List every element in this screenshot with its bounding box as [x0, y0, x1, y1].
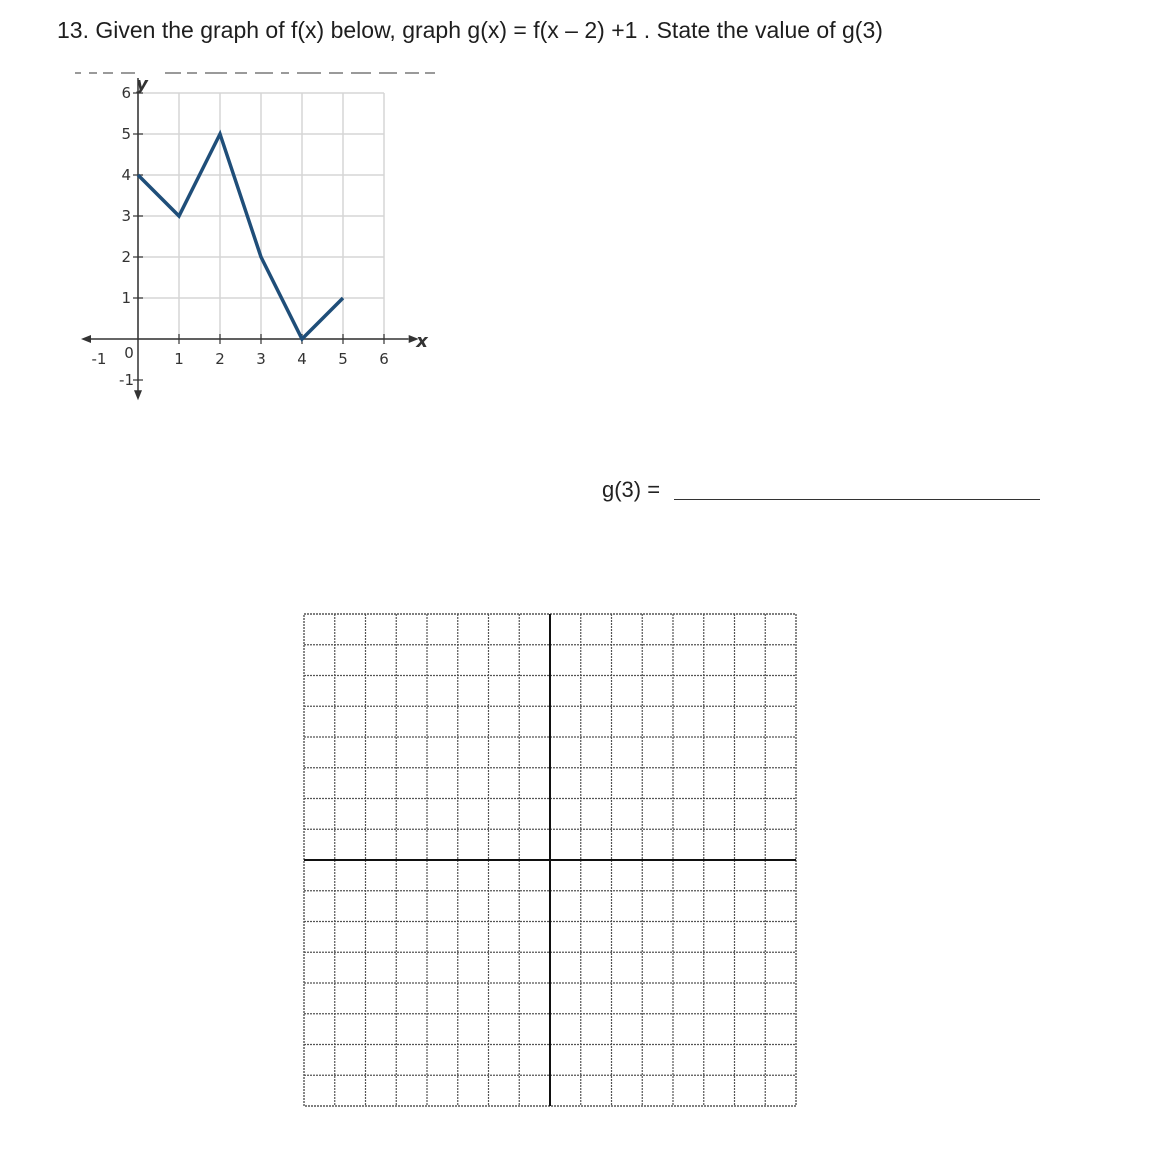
question-text: 13. Given the graph of f(x) below, graph g(x) = f(x – 2) +1 . State the value of g(3): [57, 17, 883, 43]
y-tick-label: 1: [121, 289, 131, 307]
answer-row: [602, 477, 1042, 507]
x-tick-label: 4: [297, 350, 307, 368]
y-tick-label: -1: [119, 371, 134, 389]
x-arrow-left-icon: [81, 335, 91, 343]
f-of-x-graph: [78, 78, 438, 408]
grid-lines: [138, 93, 384, 339]
answer-blank-line[interactable]: [674, 499, 1040, 500]
tick-labels: [92, 84, 389, 389]
y-tick-label: 6: [121, 84, 131, 102]
answer-label: g(3) =: [602, 477, 661, 502]
y-axis-label: y: [136, 78, 148, 95]
f-of-x-line: [138, 134, 343, 339]
x-tick-label: 0: [124, 344, 134, 362]
x-tick-label: 3: [256, 350, 266, 368]
y-arrow-down-icon: [134, 390, 142, 400]
x-tick-label: 2: [215, 350, 225, 368]
blank-graph-grid[interactable]: [302, 612, 798, 1108]
y-tick-label: 3: [121, 207, 131, 225]
y-tick-label: 2: [121, 248, 131, 266]
y-tick-label: 4: [121, 166, 131, 184]
x-tick-label: -1: [91, 350, 107, 368]
y-tick-label: 5: [121, 125, 131, 143]
x-tick-label: 1: [174, 350, 184, 368]
x-axis-label: x: [416, 331, 428, 352]
function-series: [138, 134, 343, 339]
x-tick-label: 5: [338, 350, 348, 368]
x-tick-label: 6: [379, 350, 389, 368]
